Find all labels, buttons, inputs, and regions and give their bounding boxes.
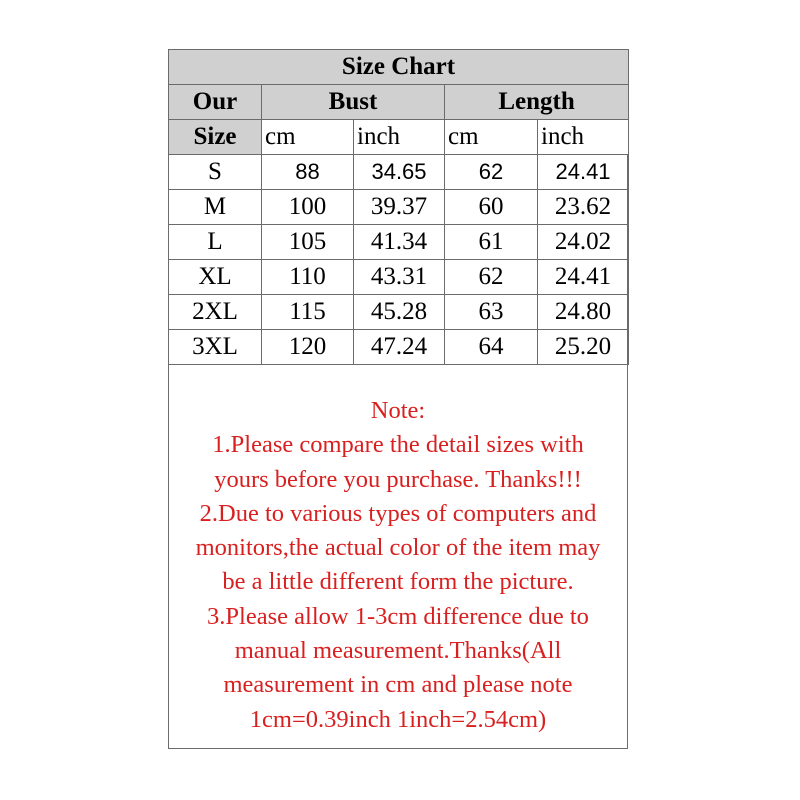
length-header: Length xyxy=(445,85,629,120)
bust-cm-cell: 88 xyxy=(262,155,354,190)
bust-inch-cell: 41.34 xyxy=(354,225,445,260)
unit-bust-cm: cm xyxy=(262,120,354,155)
length-inch-cell: 25.20 xyxy=(538,330,629,365)
note-line: measurement in cm and please note xyxy=(223,671,573,699)
size-chart xyxy=(168,49,628,749)
table-row xyxy=(169,295,629,330)
note-line: manual measurement.Thanks(All xyxy=(234,637,562,665)
header-row-1 xyxy=(169,85,629,120)
bust-cm-cell: 110 xyxy=(262,260,354,295)
size-cell: 2XL xyxy=(169,295,262,330)
note-line: 2.Due to various types of computers and xyxy=(199,499,597,527)
length-cm-cell: 62 xyxy=(445,155,538,190)
length-inch-cell: 24.41 xyxy=(538,260,629,295)
size-cell: XL xyxy=(169,260,262,295)
table-row xyxy=(169,155,629,190)
size-table xyxy=(168,49,629,365)
bust-inch-cell: 34.65 xyxy=(354,155,445,190)
bust-header: Bust xyxy=(262,85,445,120)
note-heading: Note: xyxy=(370,397,426,424)
length-cm-cell: 62 xyxy=(445,260,538,295)
note-line: be a little different form the picture. xyxy=(222,568,574,596)
note-line: 1cm=0.39inch 1inch=2.54cm) xyxy=(249,705,547,733)
bust-inch-cell: 39.37 xyxy=(354,190,445,225)
unit-bust-inch: inch xyxy=(354,120,445,155)
length-inch-cell: 24.02 xyxy=(538,225,629,260)
bust-inch-cell: 47.24 xyxy=(354,330,445,365)
table-row xyxy=(169,260,629,295)
table-row xyxy=(169,330,629,365)
length-cm-cell: 64 xyxy=(445,330,538,365)
chart-title: Size Chart xyxy=(169,50,629,85)
bust-cm-cell: 115 xyxy=(262,295,354,330)
note-line: 1.Please compare the detail sizes with xyxy=(212,431,584,459)
bust-inch-cell: 43.31 xyxy=(354,260,445,295)
length-cm-cell: 61 xyxy=(445,225,538,260)
note-block xyxy=(169,394,627,737)
bust-cm-cell: 100 xyxy=(262,190,354,225)
table-row xyxy=(169,225,629,260)
unit-length-inch: inch xyxy=(538,120,629,155)
header-row-2 xyxy=(169,120,629,155)
length-inch-cell: 24.80 xyxy=(538,295,629,330)
size-cell: 3XL xyxy=(169,330,262,365)
length-cm-cell: 63 xyxy=(445,295,538,330)
our-size-label-bottom: Size xyxy=(169,120,262,155)
bust-inch-cell: 45.28 xyxy=(354,295,445,330)
note-line: monitors,the actual color of the item may xyxy=(195,534,601,562)
bust-cm-cell: 120 xyxy=(262,330,354,365)
unit-length-cm: cm xyxy=(445,120,538,155)
note-line: 3.Please allow 1-3cm difference due to xyxy=(207,602,589,630)
size-cell: L xyxy=(169,225,262,260)
length-cm-cell: 60 xyxy=(445,190,538,225)
size-cell: S xyxy=(169,155,262,190)
size-cell: M xyxy=(169,190,262,225)
bust-cm-cell: 105 xyxy=(262,225,354,260)
length-inch-cell: 23.62 xyxy=(538,190,629,225)
note-line: yours before you purchase. Thanks!!! xyxy=(214,465,582,493)
table-row xyxy=(169,190,629,225)
title-row xyxy=(169,50,629,85)
length-inch-cell: 24.41 xyxy=(538,155,629,190)
our-size-label-top: Our xyxy=(169,85,262,120)
